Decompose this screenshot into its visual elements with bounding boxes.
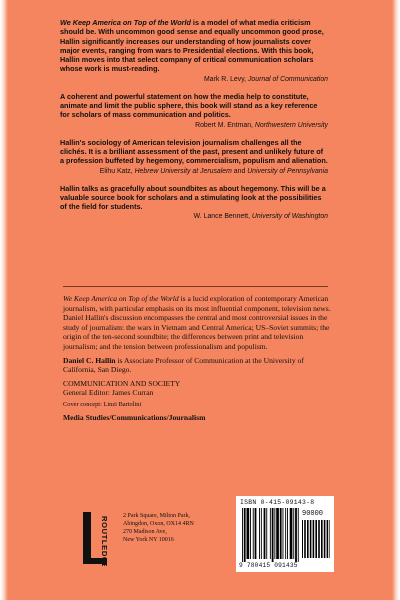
book-description [63, 294, 331, 352]
review-quote [60, 138, 328, 166]
reviewer-affiliation: Journal of Communication [247, 75, 328, 83]
price-barcode-gap [317, 520, 318, 558]
barcode-bar [247, 508, 250, 559]
author-bio-text: is Associate Professor of Communication at the University of California, San Diego. [63, 355, 304, 375]
barcode-bar [290, 508, 293, 559]
price-barcode-gap [303, 520, 304, 558]
affiliation-conjunction: and [231, 167, 248, 175]
reviewer-name: Mark R. Levy, [204, 75, 248, 83]
address-line: New York NY 10016 [123, 537, 174, 543]
publisher-address [123, 512, 233, 544]
barcode-bar [266, 508, 267, 559]
price-barcode-gap [328, 520, 329, 558]
review-katz [60, 138, 328, 176]
series-name: COMMUNICATION AND SOCIETY [63, 378, 181, 388]
barcode-bar [287, 508, 288, 559]
barcode-bar [276, 508, 279, 559]
reviewer-name: Robert M. Entman, [195, 121, 255, 129]
barcode-bar [264, 508, 266, 559]
isbn-barcode [236, 496, 334, 572]
review-attribution [60, 167, 328, 176]
barcode-bar [295, 508, 297, 562]
cover-credit: Cover concept: Linzi Bartolini [63, 400, 142, 408]
reviewer-name: Elihu Katz, [99, 167, 135, 175]
review-text: Hallin's sociology of American television journalism challenges all the clichés. It is a brilliant assessment of the past, present and unlikely future of a profession buffeted by hegemony, commercialism, populism and alienation. [60, 137, 328, 166]
series-editor: General Editor: James Curran [63, 388, 154, 398]
price-barcode-gap [314, 520, 315, 558]
ean-number: 9 780415 091435 [239, 562, 298, 569]
barcode-bar [244, 508, 246, 562]
series-info [63, 379, 331, 398]
price-barcode-gap [320, 520, 321, 558]
barcode-bar [293, 508, 294, 559]
book-title-italic: We Keep America on Top of the World [63, 294, 179, 303]
barcode-bar [270, 508, 271, 559]
review-quote [60, 92, 328, 120]
reviewer-affiliation: Hebrew University at Jerusalem [134, 167, 232, 175]
review-attribution [60, 75, 328, 84]
author-name: Daniel C. Hallin [63, 355, 116, 365]
subject-categories: Media Studies/Communications/Journalism [63, 412, 206, 422]
page-edge-left [0, 0, 8, 600]
review-text: Hallin talks as gracefully about soundbites as about hegemony. This will be a valuable source book for scholars and a stimulating look at the possibilities of the field for students. [60, 183, 326, 212]
price-barcode-gap [311, 520, 312, 558]
price-barcode-gap [309, 520, 310, 558]
book-title-italic: We Keep America on Top of the World [60, 18, 191, 27]
routledge-logo [80, 508, 112, 566]
page-edge-right [392, 0, 400, 600]
barcode-bar [253, 508, 254, 559]
address-line: 2 Park Square, Milton Park, [123, 513, 190, 519]
isbn-number: ISBN 0-415-09143-8 [240, 499, 315, 506]
price-code: 90000 [302, 510, 324, 518]
author-bio [63, 356, 331, 375]
barcode-bar [283, 508, 284, 559]
routledge-logo-mark [80, 508, 112, 566]
barcode-bar [298, 508, 299, 562]
reviewer-affiliation: University of Washington [251, 213, 328, 221]
reviewer-name: W. Lance Bennett, [193, 213, 252, 221]
section-divider [63, 286, 328, 287]
barcode-bar [261, 508, 262, 559]
barcode-bar [242, 508, 243, 562]
review-quote [60, 18, 328, 74]
reviewer-affiliation-2: University of Pennsylvania [247, 167, 328, 175]
review-quote [60, 184, 328, 212]
price-barcode-gap [306, 520, 307, 558]
review-section [60, 18, 328, 229]
barcode-bar [259, 508, 260, 559]
address-line: Abingdon, Oxon, OX14 4RN [123, 521, 194, 527]
review-attribution [60, 121, 328, 130]
price-barcode-gap [325, 520, 326, 558]
logo-text: ROUTLEDGE [100, 516, 109, 566]
barcode-bar [255, 508, 257, 559]
barcode-bars [236, 496, 334, 572]
book-description-section [63, 294, 331, 422]
price-barcode-gap [323, 520, 324, 558]
review-text: A coherent and powerful statement on how the media help to constitute, animate and limit the public sphere, this book will stand as a key reference for scholars of mass communication and politics. [60, 91, 318, 120]
review-attribution [60, 212, 328, 221]
barcode-bar [280, 508, 282, 559]
barcode-bar [250, 508, 251, 559]
review-text: is a model of what media criticism should be. With uncommon good sense and equally uncommon good prose, Hallin significantly increases our understanding of how journalists cover major events, ranging from wars to Presidential elections. With this book, Hallin moves into that select company of critical communication scholars whose work is must-reading. [60, 18, 324, 74]
barcode-bar [285, 508, 286, 559]
barcode-bar [274, 508, 275, 559]
reviewer-affiliation: Northwestern University [254, 121, 328, 129]
address-line: 270 Madison Ave, [123, 529, 167, 535]
barcode-bar [272, 508, 274, 562]
review-levy [60, 18, 328, 84]
review-bennett [60, 184, 328, 222]
description-text: is a lucid exploration of contemporary American journalism, with particular emphasis on its most influential component, television news. Daniel Hallin's discussion encompasses the central and most controversial issues in the study of journalism: the wars in Vietnam and Central America; US–Soviet summits; the origin of the ten-second soundbite; the differences between print and television journalism; and the tension between professionalism and populism. [63, 294, 331, 351]
review-entman [60, 92, 328, 130]
